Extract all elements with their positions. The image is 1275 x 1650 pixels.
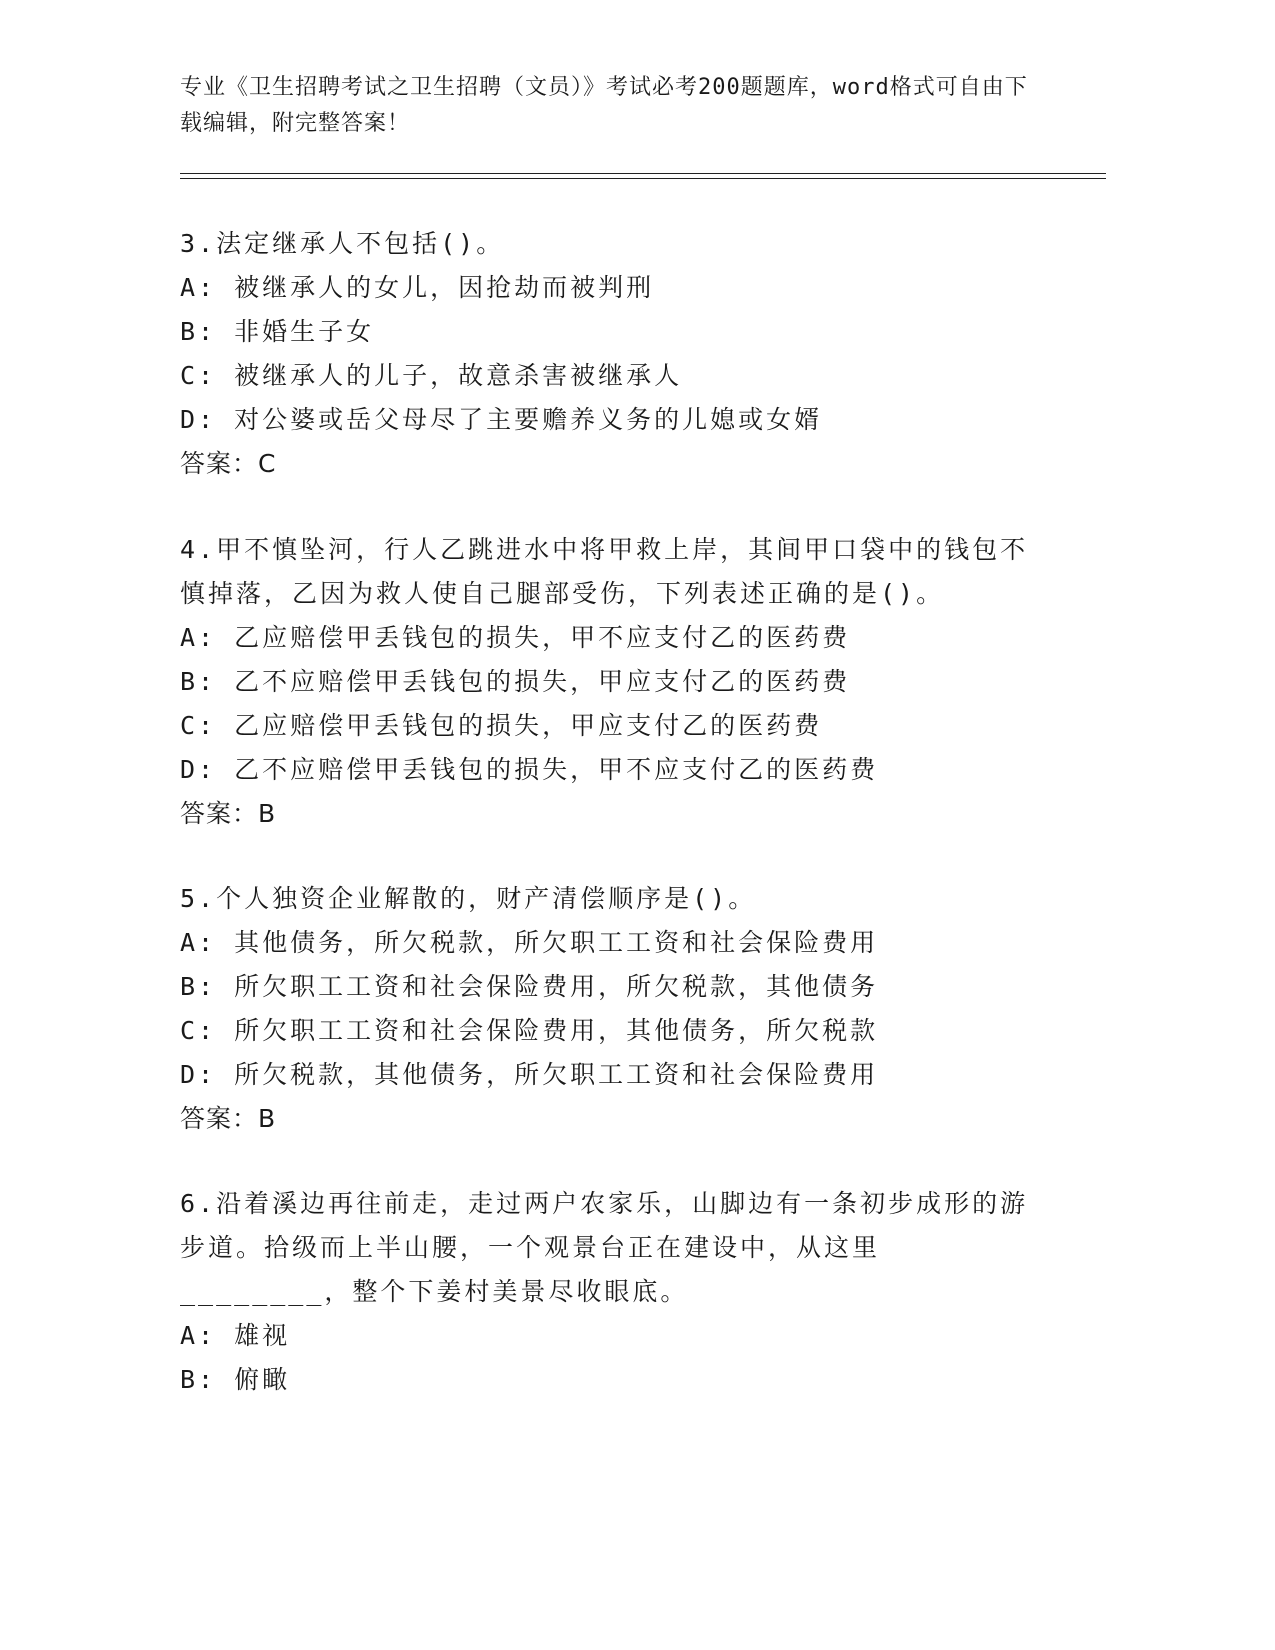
option-c: C: 所欠职工工资和社会保险费用，其他债务，所欠税款: [180, 1016, 879, 1045]
option-a: A: 乙应赔偿甲丢钱包的损失，甲不应支付乙的医药费: [180, 623, 851, 652]
question-5: [180, 877, 1040, 1141]
question-6: [180, 1182, 1040, 1402]
answer: 答案：B: [180, 799, 277, 828]
answer: 答案：C: [180, 449, 277, 478]
option-c: C: 乙应赔偿甲丢钱包的损失，甲应支付乙的医药费: [180, 711, 823, 740]
option-b: B: 所欠职工工资和社会保险费用，所欠税款，其他债务: [180, 972, 879, 1001]
question-3: [180, 222, 1040, 486]
option-c: C: 被继承人的儿子，故意杀害被继承人: [180, 361, 683, 390]
answer: 答案：B: [180, 1104, 277, 1133]
question-stem: 3.法定继承人不包括()。: [180, 229, 505, 258]
option-d: D: 乙不应赔偿甲丢钱包的损失，甲不应支付乙的医药费: [180, 755, 879, 784]
option-d: D: 对公婆或岳父母尽了主要赡养义务的儿媳或女婿: [180, 405, 823, 434]
option-b: B: 非婚生子女: [180, 317, 375, 346]
option-a: A: 其他债务，所欠税款，所欠职工工资和社会保险费用: [180, 928, 879, 957]
question-stem: 4.甲不慎坠河，行人乙跳进水中将甲救上岸，其间甲口袋中的钱包不慎掉落，乙因为救人使自己腿部受伤，下列表述正确的是()。: [180, 535, 1029, 608]
option-d: D: 所欠税款，其他债务，所欠职工工资和社会保险费用: [180, 1060, 879, 1089]
option-a: A: 雄视: [180, 1321, 291, 1350]
question-4: [180, 528, 1040, 836]
question-stem: 5.个人独资企业解散的，财产清偿顺序是()。: [180, 884, 757, 913]
option-b: B: 俯瞰: [180, 1365, 291, 1394]
header-divider-top: [180, 173, 1106, 174]
option-a: A: 被继承人的女儿，因抢劫而被判刑: [180, 273, 655, 302]
document-header: 专业《卫生招聘考试之卫生招聘（文员）》考试必考200题题库，word格式可自由下载编辑，附完整答案！: [180, 75, 1028, 136]
question-stem: 6.沿着溪边再往前走，走过两户农家乐，山脚边有一条初步成形的游步道。拾级而上半山腰，一个观景台正在建设中，从这里________，整个下姜村美景尽收眼底。: [180, 1189, 1029, 1306]
option-b: B: 乙不应赔偿甲丢钱包的损失，甲应支付乙的医药费: [180, 667, 851, 696]
header-divider-bottom: [180, 178, 1106, 179]
